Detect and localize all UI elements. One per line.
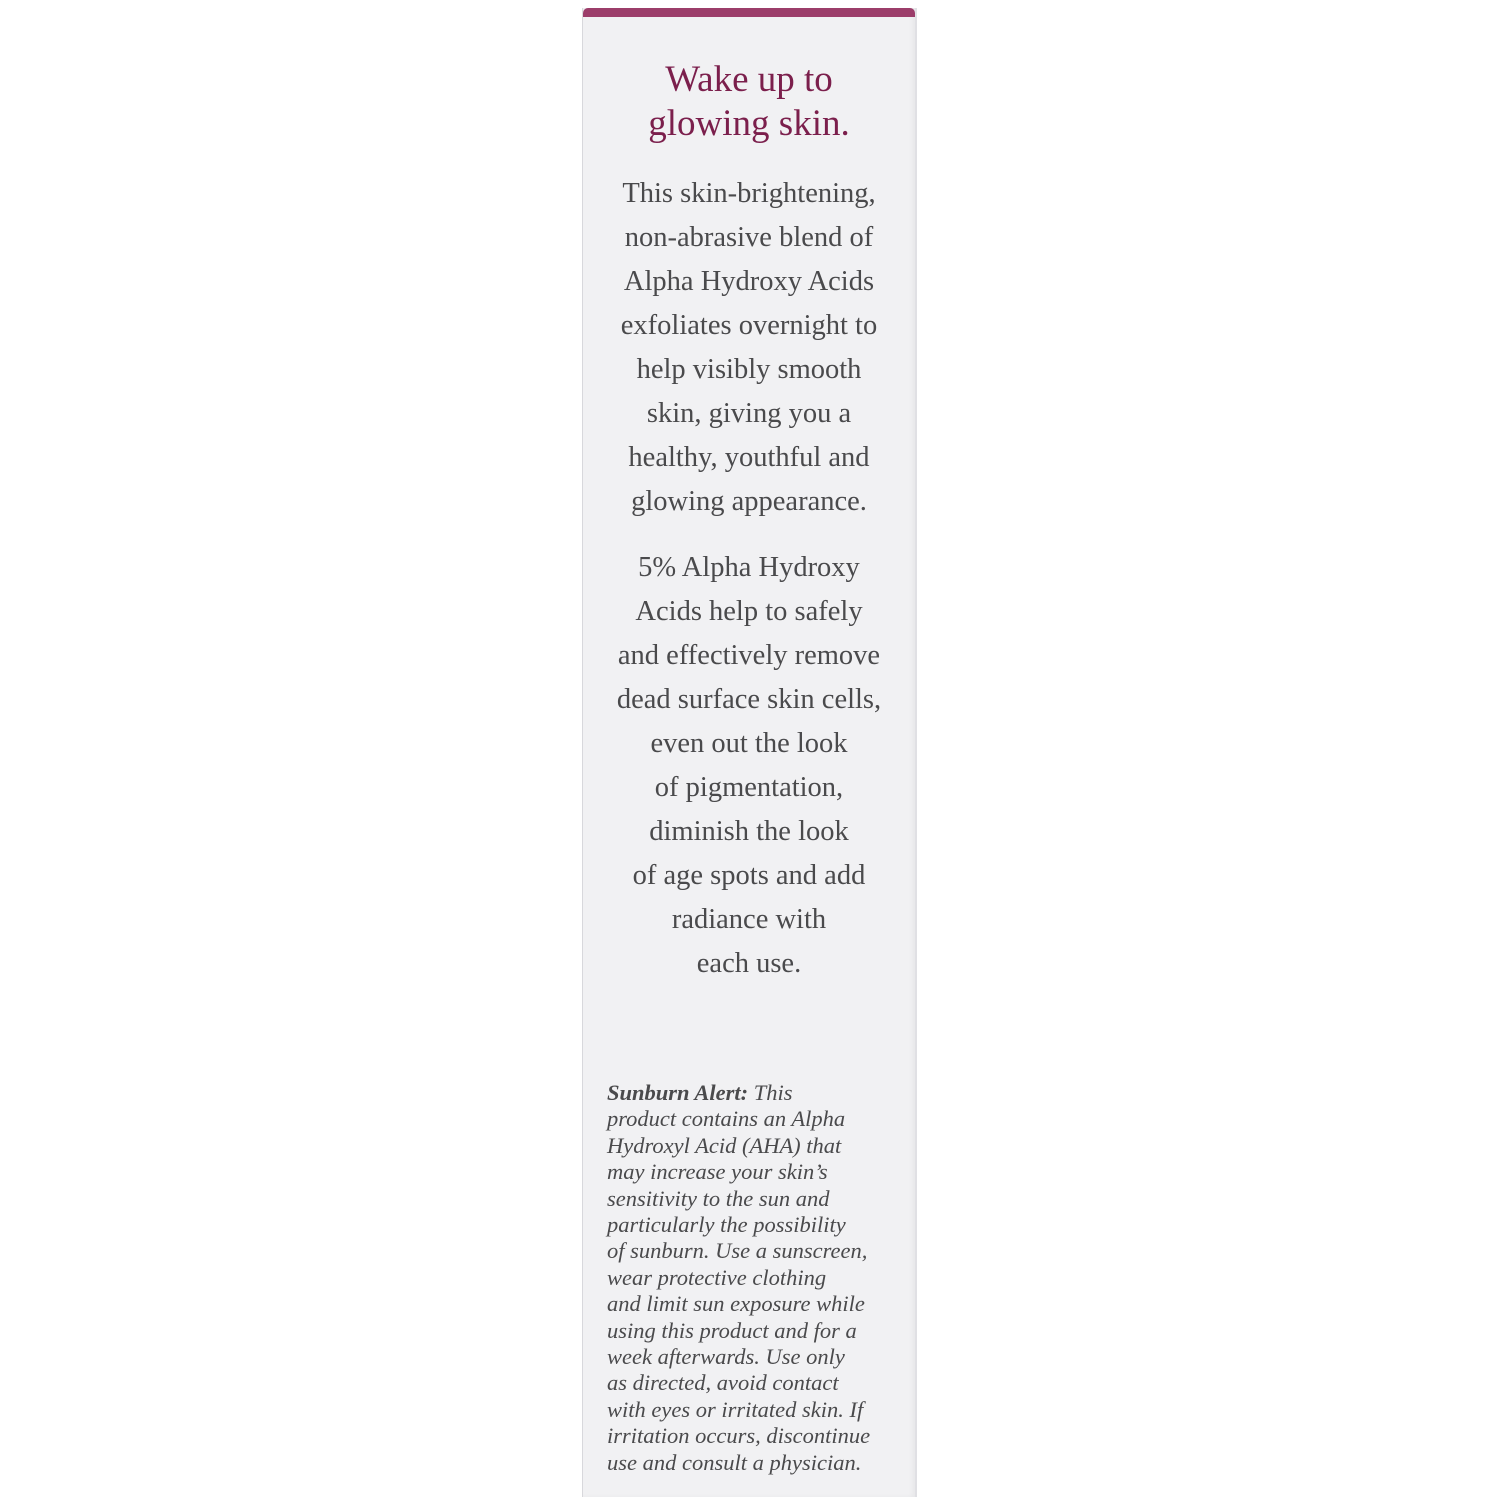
title-line: glowing skin. <box>648 103 850 144</box>
alert-line: of sunburn. Use a sunscreen, <box>607 1238 868 1264</box>
description-line: healthy, youthful and <box>628 442 870 473</box>
description-line: exfoliates overnight to <box>620 310 878 341</box>
product-box-side-panel <box>582 8 917 1497</box>
alert-label: Sunburn Alert: <box>607 1080 749 1105</box>
top-accent-band <box>583 8 915 17</box>
alert-line: irritation occurs, discontinue <box>607 1423 871 1449</box>
description-line: This skin-brightening, <box>622 178 876 209</box>
alert-line: and limit sun exposure while <box>607 1291 865 1317</box>
description-line: glowing appearance. <box>631 486 867 517</box>
benefits-line: each use. <box>696 948 802 979</box>
description-paragraph <box>583 172 915 524</box>
description-line: non-abrasive blend of <box>624 222 874 253</box>
benefits-line: radiance with <box>671 904 827 935</box>
benefits-line: dead surface skin cells, <box>616 684 882 715</box>
sunburn-alert <box>607 1080 905 1476</box>
benefits-line: and effectively remove <box>617 640 881 671</box>
alert-line: Hydroxyl Acid (AHA) that <box>607 1132 842 1158</box>
benefits-line: diminish the look <box>649 816 849 847</box>
alert-line: using this product and for a <box>607 1317 857 1343</box>
alert-line: product contains an Alpha <box>607 1106 846 1132</box>
benefits-line: 5% Alpha Hydroxy <box>638 552 860 583</box>
description-line: help visibly smooth <box>636 354 862 385</box>
alert-line: sensitivity to the sun and <box>607 1185 830 1211</box>
description-line: skin, giving you a <box>646 398 852 429</box>
benefits-paragraph <box>583 546 915 986</box>
alert-line: as directed, avoid contact <box>607 1370 839 1396</box>
benefits-line: Acids help to safely <box>635 596 863 627</box>
alert-line: particularly the possibility <box>607 1212 846 1238</box>
description-line: Alpha Hydroxy Acids <box>623 266 875 297</box>
alert-line: may increase your skin’s <box>607 1159 828 1185</box>
alert-line: week afterwards. Use only <box>607 1344 845 1370</box>
alert-text: This <box>748 1080 793 1105</box>
panel-title <box>583 58 915 146</box>
benefits-line: of age spots and add <box>632 860 866 891</box>
alert-line: with eyes or irritated skin. If <box>607 1396 864 1422</box>
benefits-line: even out the look <box>650 728 848 759</box>
benefits-line: of pigmentation, <box>654 772 844 803</box>
alert-line: wear protective clothing <box>607 1264 827 1290</box>
alert-line: use and consult a physician. <box>607 1449 862 1475</box>
title-line: Wake up to <box>665 59 833 100</box>
